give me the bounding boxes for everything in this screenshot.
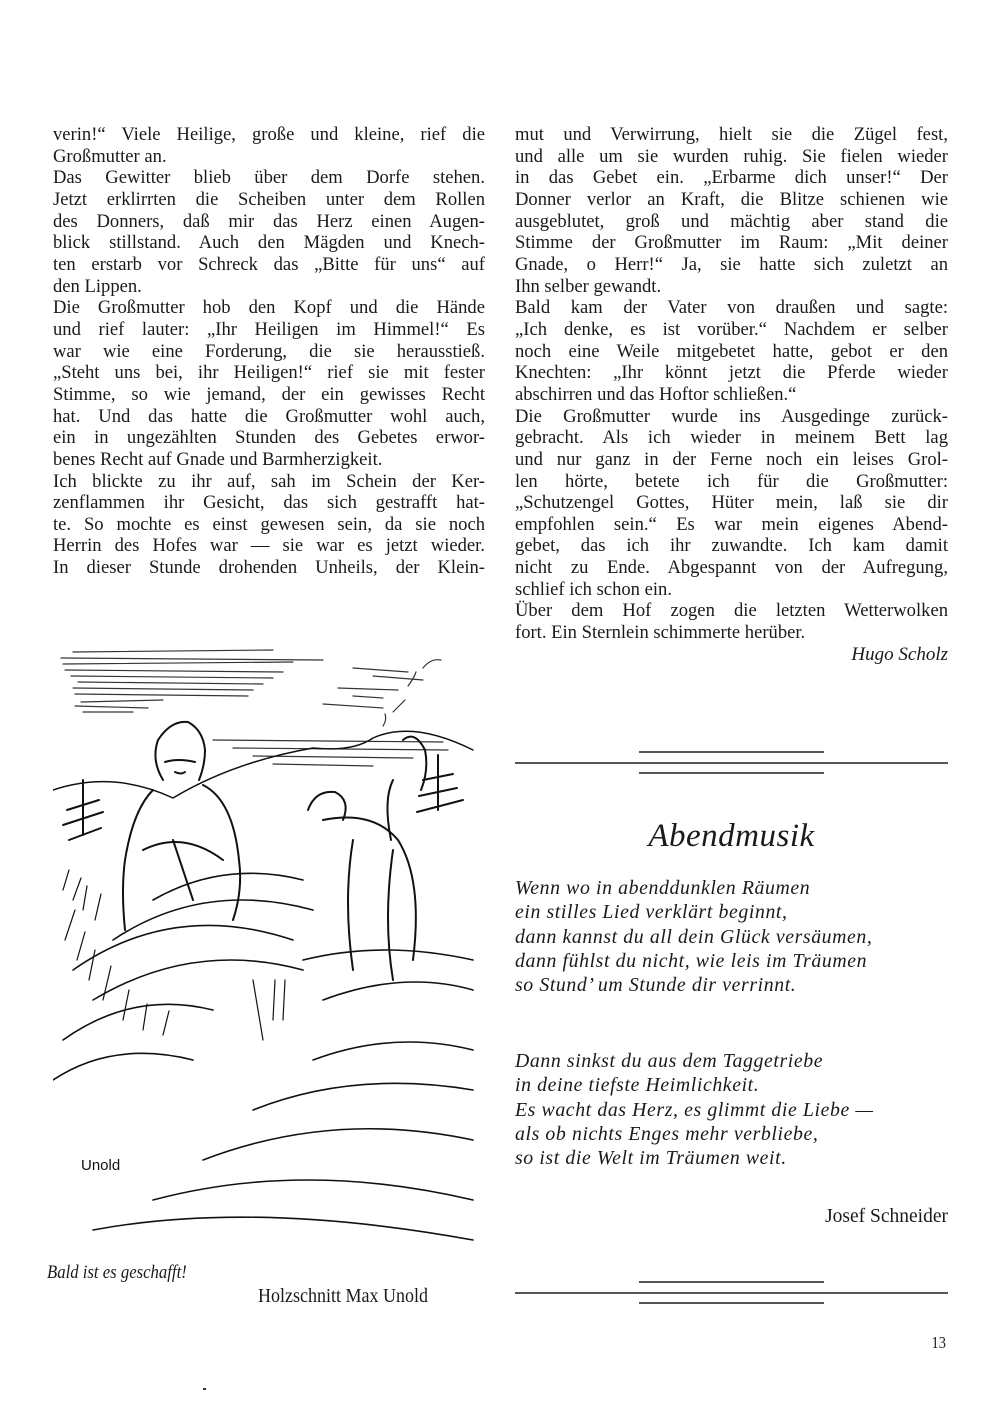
text-line: Jetzt erklirrten die Scheiben unter dem Rollen <box>53 188 485 210</box>
paragraph <box>515 600 948 643</box>
text-line: Stimme, so wie jemand, der ein gewisses Recht <box>53 383 485 405</box>
text-line: benes Recht auf Gnade und Barmherzigkeit. <box>53 448 383 470</box>
text-line: Großmutter an. <box>53 145 167 167</box>
poem-author: Josef Schneider <box>825 1206 948 1227</box>
section-separator <box>515 1281 948 1305</box>
text-line: fort. Ein Sternlein schimmerte herüber. <box>515 622 806 644</box>
text-line: Die Großmutter hob den Kopf und die Hände <box>53 297 485 319</box>
text-line: Stimme der Großmutter im Raum: „Mit deiner <box>515 232 948 254</box>
text-line: blick stillstand. Auch den Mägden und Knech- <box>53 232 485 254</box>
paragraph <box>515 124 948 297</box>
text-line: „Ich denke, es ist vorüber.“ Nachdem er selber <box>515 318 948 340</box>
separator-rule <box>515 1292 948 1294</box>
paragraph <box>53 167 485 297</box>
text-line: hat. Und das hatte die Großmutter wohl auch, <box>53 405 485 427</box>
text-line: ten erstarb vor Schreck das „Bitte für uns“ auf <box>53 253 485 275</box>
poem-line: dann fühlst du nicht, wie leis im Träumen <box>515 949 868 972</box>
text-line: schlief ich schon ein. <box>515 578 672 600</box>
poem-line: dann kannst du all dein Glück versäumen, <box>515 925 873 948</box>
poem-stanza <box>515 876 955 997</box>
artist-signature: Unold <box>81 1157 121 1174</box>
paragraph <box>53 471 485 579</box>
text-line: gebracht. Als ich wieder in meinem Bett lag <box>515 427 948 449</box>
text-line: Die Großmutter wurde ins Ausgedinge zurück- <box>515 405 948 427</box>
text-line: ein in ungezählten Stunden des Gebetes erwor- <box>53 427 485 449</box>
text-line: abschirren und das Hoftor schließen.“ <box>515 383 797 405</box>
section-separator <box>515 751 948 775</box>
paragraph <box>515 297 948 405</box>
poem-line: als ob nichts Enges mehr verbliebe, <box>515 1122 819 1145</box>
poem-line: Dann sinkst du aus dem Taggetriebe <box>515 1050 824 1072</box>
paragraph <box>53 297 485 470</box>
woodcut-illustration <box>53 640 485 1252</box>
text-line: den Lippen. <box>53 275 142 297</box>
text-line: len hörte, betete ich für die Großmutter: <box>515 470 948 492</box>
text-line: empfohlen sein.“ Es war mein eigenes Abend- <box>515 513 948 535</box>
text-line: Knechten: „Ihr könnt jetzt die Pferde wieder <box>515 362 948 384</box>
separator-rule <box>639 1281 824 1283</box>
text-line: Gnade, o Herr!“ Ja, sie hatte sich zuletzt an <box>515 253 948 275</box>
paragraph <box>515 406 948 601</box>
text-line: Das Gewitter blieb über dem Dorfe stehen. <box>53 167 485 189</box>
text-line: te. So mochte es einst gewesen sein, da sie noch <box>53 513 485 535</box>
text-line: In dieser Stunde drohenden Unheils, der Klein- <box>53 557 485 579</box>
poem-line: Wenn wo in abenddunklen Räumen <box>515 877 811 899</box>
text-line: Über dem Hof zogen die letzten Wetterwolken <box>515 600 948 622</box>
text-line: mut und Verwirrung, hielt sie die Zügel fest, <box>515 124 948 145</box>
separator-rule <box>639 1302 824 1304</box>
text-line: ausgeblutet, groß und mächtig aber stand die <box>515 210 948 232</box>
text-line: war wie eine Forderung, die sie herausstieß. <box>53 340 485 362</box>
text-line: Herrin des Hofes war — sie war es jetzt wieder. <box>53 535 485 557</box>
paragraph <box>53 124 485 167</box>
text-line: Ihn selber gewandt. <box>515 275 662 297</box>
text-line: noch eine Weile mitgebetet hatte, gebot er den <box>515 340 948 362</box>
text-line: „Schutzengel Gottes, Hüter mein, laß sie dir <box>515 492 948 514</box>
text-line: Donner verlor an Kraft, die Blitze schienen wie <box>515 188 948 210</box>
text-line: zenflammen ihr Gesicht, das sich gestrafft hat- <box>53 492 485 514</box>
scan-speck <box>203 1388 206 1390</box>
story-column-left <box>53 124 485 579</box>
separator-rule <box>639 751 824 753</box>
text-line: Bald kam der Vater von draußen und sagte: <box>515 297 948 319</box>
text-line: Ich blickte zu ihr auf, sah im Schein der Ker- <box>53 470 485 492</box>
text-line: verin!“ Viele Heilige, große und kleine, rief die <box>53 124 485 145</box>
text-line: gebet, das ich ihr zuwandte. Ich kam damit <box>515 535 948 557</box>
text-line: in das Gebet ein. „Erbarme dich unser!“ Der <box>515 167 948 189</box>
text-line: des Donners, daß mir das Herz einen Augen- <box>53 210 485 232</box>
text-line: nicht zu Ende. Abgespannt von der Aufregung, <box>515 557 948 579</box>
harvest-scene-image <box>53 640 485 1252</box>
separator-rule <box>515 762 948 764</box>
text-line: und rief lauter: „Ihr Heiligen im Himmel!“ Es <box>53 318 485 340</box>
separator-rule <box>639 772 824 774</box>
text-line: und alle um sie wurden ruhig. Sie fielen wieder <box>515 145 948 167</box>
poem-line: so ist die Welt im Träumen weit. <box>515 1147 787 1170</box>
page-number: 13 <box>931 1333 946 1352</box>
poem-line: in deine tiefste Heimlichkeit. <box>515 1074 760 1097</box>
poem-title: Abendmusik <box>648 818 815 854</box>
poem-stanza <box>515 1049 955 1170</box>
illustration-credit: Holzschnitt Max Unold <box>258 1285 428 1307</box>
illustration-caption: Bald ist es geschafft! <box>47 1262 187 1283</box>
poem-line: so Stund’ um Stunde dir verrinnt. <box>515 974 797 997</box>
story-author: Hugo Scholz <box>851 643 948 665</box>
poem-line: Es wacht das Herz, es glimmt die Liebe — <box>515 1098 874 1121</box>
poem-line: ein stilles Lied verklärt beginnt, <box>515 901 788 924</box>
text-line: „Steht uns bei, ihr Heiligen!“ rief sie mit fester <box>53 362 485 384</box>
text-line: und nur ganz in der Ferne noch ein leises Grol- <box>515 448 948 470</box>
story-column-right <box>515 124 948 665</box>
